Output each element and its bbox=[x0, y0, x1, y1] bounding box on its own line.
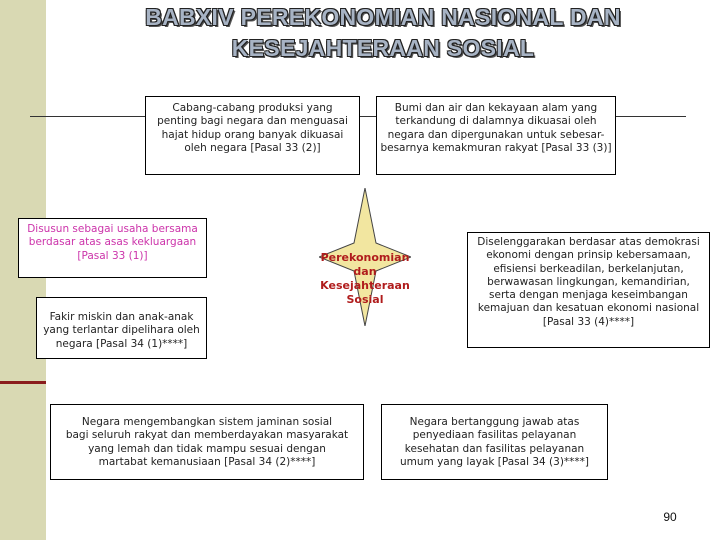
box-line: yang terlantar dipelihara oleh bbox=[43, 324, 200, 337]
center-line: Sosial bbox=[346, 293, 384, 306]
box-bottom-right bbox=[381, 404, 608, 480]
box-line: Cabang-cabang produksi yang bbox=[172, 102, 333, 114]
box-line: oleh negara [Pasal 33 (2)] bbox=[184, 141, 321, 154]
box-line: umum yang layak [Pasal 34 (3)****] bbox=[399, 455, 590, 468]
box-line: martabat kemanusiaan [Pasal 34 (2)****] bbox=[98, 455, 316, 468]
box-line: bagi seluruh rakyat dan memberdayakan masyarakat bbox=[65, 429, 349, 442]
center-line: dan bbox=[353, 265, 377, 278]
title-line-1: BABXIV PEREKONOMIAN NASIONAL DAN bbox=[145, 4, 621, 30]
title-line-2: KESEJAHTERAAN SOSIAL bbox=[231, 35, 535, 61]
box-line: efisiensi berkeadilan, berkelanjutan, bbox=[493, 262, 684, 275]
box-line: yang lemah dan tidak mampu sesuai dengan bbox=[88, 442, 326, 455]
box-top-right bbox=[376, 96, 616, 175]
box-line: kesehatan dan fasilitas pelayanan bbox=[404, 442, 585, 455]
center-label bbox=[319, 251, 411, 307]
box-line: negara dan dipergunakan untuk sebesar- bbox=[387, 128, 605, 141]
box-line: [Pasal 33 (4)****] bbox=[542, 315, 635, 328]
box-line: penting bagi negara dan menguasai bbox=[157, 115, 348, 128]
box-line: Diselenggarakan berdasar atas demokrasi bbox=[477, 236, 700, 248]
box-line: Disusun sebagai usaha bersama bbox=[27, 223, 198, 235]
box-left-lower bbox=[36, 297, 207, 359]
box-line: kemajuan dan kesatuan ekonomi nasional bbox=[477, 302, 700, 315]
box-line: ekonomi dengan prinsip kebersamaan, bbox=[486, 249, 691, 262]
box-left-upper bbox=[18, 218, 207, 278]
center-line: Kesejahteraan bbox=[320, 279, 410, 292]
sidebar-rule bbox=[0, 381, 46, 384]
box-line: Bumi dan air dan kekayaan alam yang bbox=[394, 102, 598, 114]
center-star bbox=[319, 188, 411, 326]
box-bottom-left bbox=[50, 404, 364, 480]
box-line: terkandung di dalamnya dikuasai oleh bbox=[395, 115, 597, 128]
box-line: negara [Pasal 34 (1)****] bbox=[55, 337, 188, 350]
box-line: berwawasan lingkungan, kemandirian, bbox=[487, 275, 690, 288]
box-line: Fakir miskin dan anak-anak bbox=[49, 311, 194, 323]
center-line: Perekonomian bbox=[320, 251, 410, 264]
box-line: Negara mengembangkan sistem jaminan sosial bbox=[81, 416, 333, 428]
slide-title bbox=[46, 2, 720, 64]
box-line: hajat hidup orang banyak dikuasai bbox=[161, 128, 344, 141]
box-line: [Pasal 33 (1)] bbox=[77, 249, 148, 262]
box-top-left bbox=[145, 96, 360, 175]
box-line: serta dengan menjaga keseimbangan bbox=[489, 289, 688, 302]
box-line: Negara bertanggung jawab atas bbox=[409, 416, 580, 428]
page-number: 90 bbox=[663, 510, 677, 524]
box-line: besarnya kemakmuran rakyat [Pasal 33 (3)] bbox=[380, 141, 612, 154]
box-right bbox=[467, 232, 710, 348]
box-line: berdasar atas asas kekluargaan bbox=[28, 236, 197, 249]
box-line: penyediaan fasilitas pelayanan bbox=[412, 429, 577, 442]
